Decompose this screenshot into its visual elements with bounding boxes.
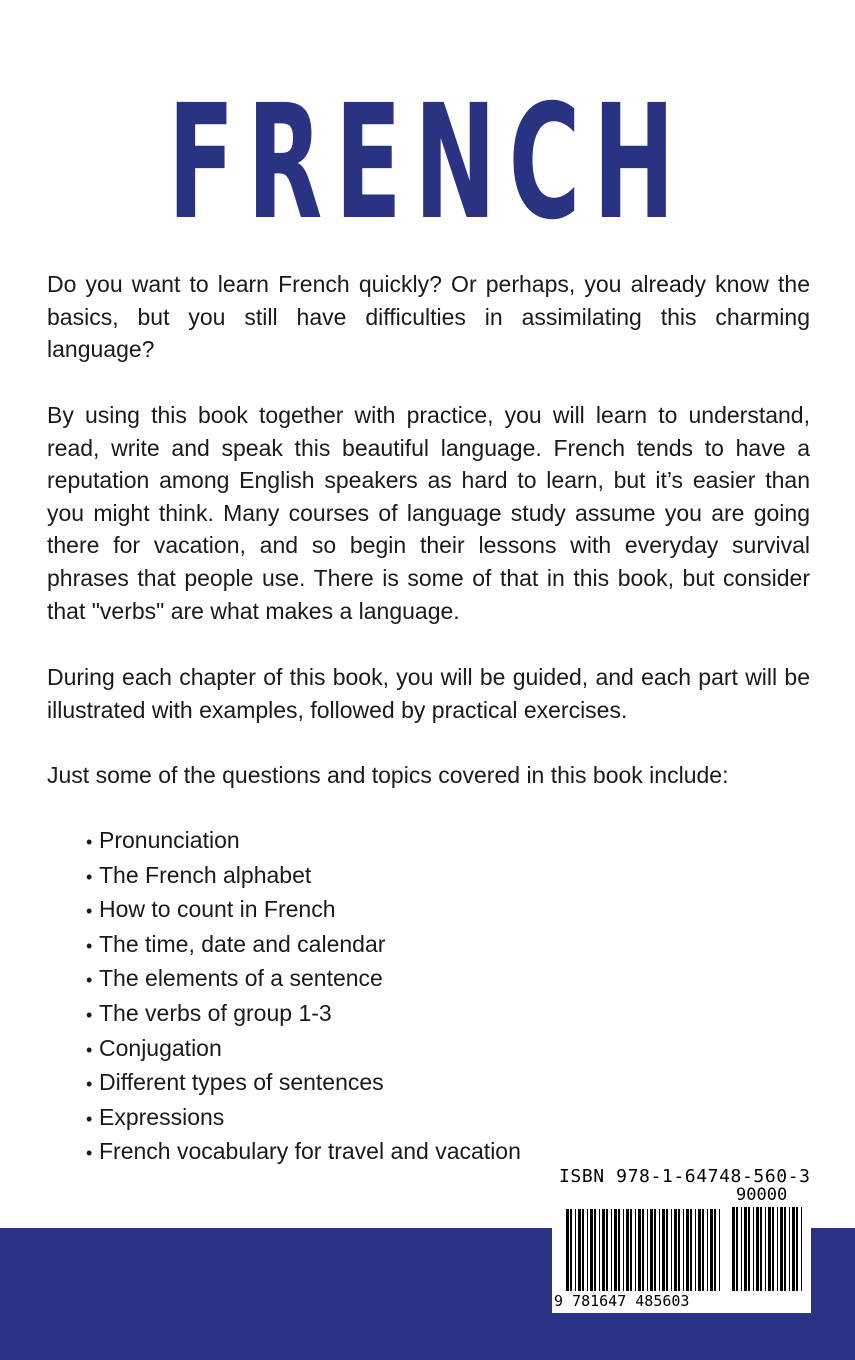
- bullet-icon: •: [86, 901, 93, 922]
- chapters-paragraph: During each chapter of this book, you will be guided, and each part will be illustrated with examples, followed by practical exercises.: [47, 664, 810, 723]
- list-item: [86, 997, 521, 1032]
- topics-list: [86, 824, 521, 1170]
- list-item: [86, 893, 521, 928]
- topics-intro-paragraph: Just some of the questions and topics covered in this book include:: [47, 762, 729, 788]
- price-code: 90000: [736, 1185, 788, 1205]
- topic-text: The verbs of group 1-3: [99, 999, 332, 1026]
- topic-text: French vocabulary for travel and vacation: [99, 1138, 521, 1165]
- book-title: FRENCH: [167, 71, 688, 255]
- bullet-icon: •: [86, 970, 93, 991]
- topic-text: Different types of sentences: [99, 1069, 384, 1096]
- bullet-icon: •: [86, 1143, 93, 1164]
- list-item: [86, 962, 521, 997]
- description-paragraph: By using this book together with practice, you will learn to understand, read, write and speak this beautiful language. French tends to have a reputation among English speakers as hard to learn, but it’s easier than you might think. Many courses of language study assume you are going there for vacation, and so begin their lessons with everyday survival phrases that people use. There is some of that in this book, but consider that "verbs" are what makes a language.: [47, 402, 810, 624]
- list-item: [86, 1032, 521, 1067]
- bullet-icon: •: [86, 1108, 93, 1129]
- list-item: [86, 1135, 521, 1170]
- bullet-icon: •: [86, 1039, 93, 1060]
- topic-text: How to count in French: [99, 896, 336, 923]
- barcode-icon: [552, 1163, 811, 1313]
- topic-text: Pronunciation: [99, 827, 240, 853]
- bullet-icon: •: [86, 832, 93, 852]
- bullet-icon: •: [86, 1074, 93, 1095]
- topic-text: The time, date and calendar: [99, 930, 386, 957]
- list-item: [86, 824, 521, 859]
- list-item: [86, 1101, 521, 1136]
- bullet-icon: •: [86, 1004, 93, 1025]
- topic-text: The elements of a sentence: [99, 965, 383, 992]
- list-item: [86, 928, 521, 963]
- list-item: [86, 859, 521, 894]
- ean-digits: 9 781647 485603: [554, 1292, 690, 1310]
- bullet-icon: •: [86, 866, 93, 887]
- topic-text: The French alphabet: [99, 861, 312, 888]
- bullet-icon: •: [86, 935, 93, 956]
- topic-text: Conjugation: [99, 1034, 222, 1061]
- topic-text: Expressions: [99, 1103, 225, 1130]
- list-item: [86, 1066, 521, 1101]
- isbn-label: ISBN 978-1-64748-560-3: [559, 1166, 811, 1187]
- intro-paragraph: Do you want to learn French quickly? Or perhaps, you already know the basics, but you still have difficulties in assimilating this charming language?: [47, 271, 810, 363]
- barcode-box: [552, 1163, 811, 1313]
